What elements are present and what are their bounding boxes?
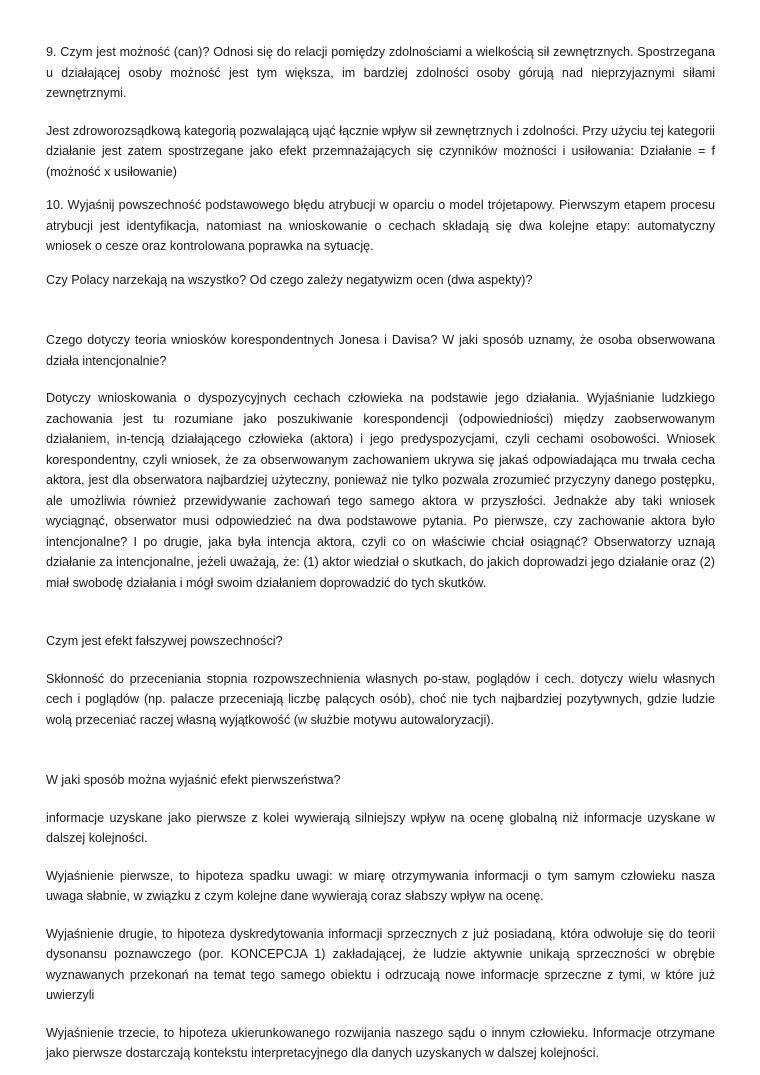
paragraph-q9: 9. Czym jest możność (can)? Odnosi się do relacji pomiędzy zdolnościami a wielkością sił zewnętrznych. Spostrzegana u działającej osoby możność jest tym większa, im bardziej zdolności osoby górują nad nieprzyjaznymi siłami zewnętrznymi. (46, 45, 715, 100)
paragraph-q10: 10. Wyjaśnij powszechność podstawowego błędu atrybucji w oparciu o model trójetapowy. Pierwszym etapem procesu atrybucji jest identyfikacja, natomiast na wnioskowanie o cechach składają się dwa kolejne etapy: automatyczny wniosek o cesze oraz kontrolowana poprawka na sytuację. (46, 198, 715, 253)
paragraph-question-primacy: W jaki sposób można wyjaśnić efekt pierwszeństwa? (46, 773, 341, 787)
paragraph-answer-jones-davis: Dotyczy wnioskowania o dyspozycyjnych cechach człowieka na podstawie jego działania. Wyjaśnianie ludzkiego zachowania jest tu rozumiane jako poszukiwanie korespondencji (odpowiedniości) między zaobserwowanym działaniem, in-tencją działającego człowieka (aktora) i jego predyspozycjami, czyli cechami osobowości. Wniosek korespondentny, czyli wniosek, że za obserwowanym zachowaniem ukrywa się jakaś odpowiadająca mu trwała cecha aktora, jest dla obserwatora najbardziej użyteczny, ponieważ nie tylko pozwala zrozumieć przyczyny danego postępku, ale umożliwia również przewidywanie zachowań tego samego aktora w przyszłości. Jednakże aby taki wniosek wyciągnąć, obserwator musi odpowiedzieć na dwa podstawowe pytania. Po pierwsze, czy zachowanie aktora było intencjonalne? I po drugie, jaka była intencja aktora, czyli co on właściwie chciał osiągnąć? Obserwatorzy uznają działanie za intencjonalne, jeżeli uważają, że: (1) aktor wiedział o skutkach, do jakich doprowadzi jego działanie oraz (2) miał swobodę działania i mógł swoim działaniem doprowadzić do tych skutków. (46, 391, 715, 590)
paragraph-explanation-1: Wyjaśnienie pierwsze, to hipoteza spadku uwagi: w miarę otrzymywania informacji o tym samym człowieku nasza uwaga słabnie, w związku z czym kolejne dane wywierają coraz słabszy wpływ na ocenę. (46, 868, 715, 903)
document-page (46, 42, 715, 1064)
paragraph-question-polacy: Czy Polacy narzekają na wszystko? Od czego zależy negatywizm ocen (dwa aspekty)? (46, 272, 533, 287)
paragraph-question-jones-davis: Czego dotyczy teoria wniosków korespondentnych Jonesa i Davisa? W jaki sposób uznamy, że osoba obserwowana działa intencjonalnie? (46, 333, 715, 368)
paragraph-explanation-2: Wyjaśnienie drugie, to hipoteza dyskredytowania informacji sprzecznych z już posiadaną, która odwołuje się do teorii dysonansu poznawczego (por. KONCEPCJA 1) zakładającej, że ludzie aktywnie unikają sprzeczności w obrębie wyznawanych przekonań na temat tego samego obiektu i odrzucają nowe informacje sprzeczne z tymi, w które już uwierzyli (46, 926, 715, 1002)
paragraph-answer-false-consensus: Skłonność do przeceniania stopnia rozpowszechnienia własnych po-staw, poglądów i cech. dotyczy wielu własnych cech i poglądów (np. palacze przeceniają liczbę palących osób), choć nie tych najbardziej pozytywnych, gdzie ludzie wolą przeceniać raczej własną wyjątkowość (w służbie motywu autowaloryzacji). (46, 671, 715, 727)
paragraph-q9-answer: Jest zdroworozsądkową kategorią pozwalającą ująć łącznie wpływ sił zewnętrznych i zdolności. Przy użyciu tej kategorii działanie jest zatem spostrzegane jako efekt przemnażających się czynników możności i usiłowania: Działanie = f (możność x usiłowanie) (46, 123, 715, 179)
paragraph-explanation-3: Wyjaśnienie trzecie, to hipoteza ukierunkowanego rozwijania naszego sądu o innym człowieku. Informacje otrzymane jako pierwsze dostarczają kontekstu interpretacyjnego dla danych uzyskanych w dalszej kolejności. (46, 1025, 715, 1060)
paragraph-question-false-consensus: Czym jest efekt fałszywej powszechności? (46, 634, 283, 648)
paragraph-answer-primacy-intro: informacje uzyskane jako pierwsze z kolei wywierają silniejszy wpływ na ocenę globalną niż informacje uzyskane w dalszej kolejności. (46, 810, 715, 845)
